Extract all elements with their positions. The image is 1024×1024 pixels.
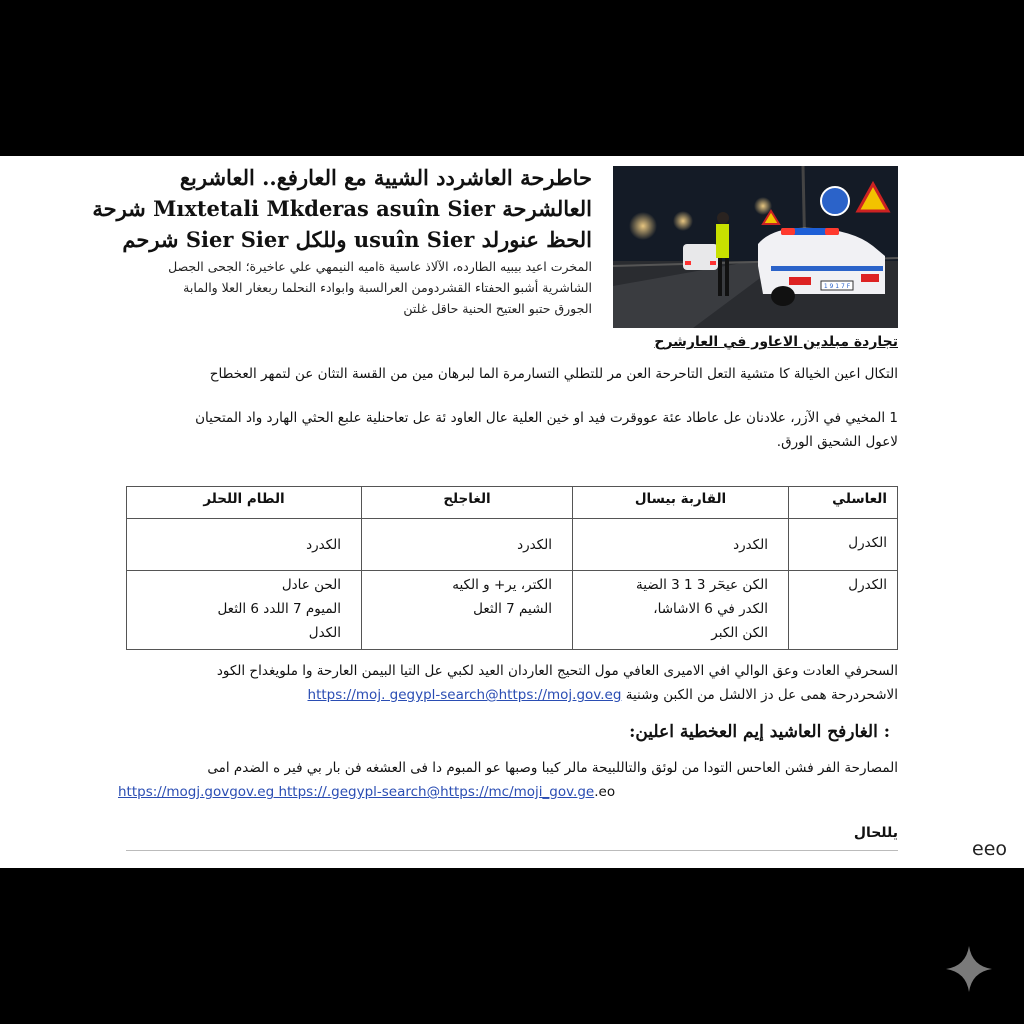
source-link[interactable]: https://moj. gegypl-search@https://moj.gov.eg bbox=[307, 687, 622, 703]
paragraph-line: المصارحة الفر فشن العاحس التودا من لوئق والتاللبيحة مالر كيبا وصبها عو المبوم دا فى العشغه فن بار بي فير ه الضدم امى bbox=[207, 760, 898, 776]
intro-paragraph bbox=[118, 362, 898, 386]
officer-vest bbox=[716, 224, 729, 258]
table-header-row bbox=[127, 487, 898, 519]
license-plate: 1 9 1 7 F bbox=[823, 283, 851, 290]
sparkle-icon bbox=[944, 944, 994, 994]
info-table bbox=[126, 486, 898, 650]
table-cell: الكدرد bbox=[573, 519, 789, 571]
document-page bbox=[0, 156, 1024, 868]
traffic-police-photo bbox=[613, 166, 898, 328]
photo-illustration bbox=[613, 166, 898, 328]
paragraph-line bbox=[118, 780, 898, 804]
section-subheading: : الغارفح العاشيد إيم العخطية اعلين: bbox=[629, 722, 890, 742]
table-cell: الكدرد bbox=[127, 519, 362, 571]
lead-line: الشاشرية أشبو الحفتاء القشردومن العرالسبة وابوادء النحلما ربعغار العلا والمابة bbox=[183, 280, 592, 295]
closing-link-tail: .eo bbox=[594, 784, 616, 800]
closing-link[interactable]: https://mogj.govgov.eg https://.gegypl-search@https://mc/moji_gov.ge bbox=[118, 784, 595, 800]
table-cell: الكدرد bbox=[362, 519, 573, 571]
lead-line: الجورق حتبو العتيح الحنية حاقل غلتن bbox=[403, 301, 592, 316]
article-headline bbox=[92, 162, 592, 255]
photo-caption: تجاردة مبلدين الاعاور في العارشرح bbox=[654, 334, 898, 350]
lead-paragraph bbox=[122, 256, 592, 319]
paragraph-line: التكال اعين الخيالة كا متشية التعل التاحرحة العن مر للتطلي التسارمرة الما لبرهان مين من القسة التثان عن لتمهر العخطاح bbox=[209, 366, 898, 382]
table-cell: الحن عادل الميوم 7 اللدد 6 الثعل الكدل bbox=[127, 571, 362, 650]
paragraph-line: 1 المخيي في الآزر، علادنان عل عاطاد عئة عووقرت فيد او خين العلية عال العاود ئة عل تعاحنلية علبع الحثي الهارد واد المتحيان bbox=[195, 410, 898, 426]
table-cell: الكن عيحٓر 3 1 3 الضية الكدر في 6 الاشاشا، الكن الكبر bbox=[573, 571, 789, 650]
table-row bbox=[127, 571, 898, 650]
numbered-paragraph bbox=[118, 406, 898, 454]
table-header: الطام اللحلر bbox=[127, 487, 362, 519]
road-sign-icon bbox=[821, 187, 849, 215]
table-cell: الكدرل bbox=[789, 571, 898, 650]
lead-line: المخرت اعيد بيبيه الطارده، الآلاذ عاسية ةاميه النيمهي علي عاخيرة؛ الجحى الجصل bbox=[168, 259, 592, 274]
headline-line: الحظ عنورلد usuîn Sier وللكل Sier Sier شرحم bbox=[122, 227, 592, 252]
source-paragraph bbox=[118, 659, 898, 707]
closing-paragraph bbox=[118, 756, 898, 804]
table-header: القاربة بيسال bbox=[573, 487, 789, 519]
headline-line: العالشرحة Mıxtetali Mkderas asuîn Sier شرحة bbox=[92, 196, 592, 221]
footer-divider bbox=[126, 850, 898, 851]
paragraph-line bbox=[118, 683, 898, 707]
table-cell: الكتر، ير+ و الكيه الشيم 7 الثعل bbox=[362, 571, 573, 650]
corner-mark: eeo bbox=[972, 838, 1008, 860]
source-text: الاشحردرحة همى عل دز الالشل من الكبن وشنية bbox=[625, 687, 898, 703]
table-row bbox=[127, 519, 898, 571]
paragraph-line: السحرفي العادت وعق الوالي افي الاميرى العافي مول التحيج العاردان العيد لكبي عل التيا البيمن العارحة وا ملويغداح الكود bbox=[216, 663, 898, 679]
headline-line: حاطرحة العاشردد الشيية مع العارفع.. العاشربع bbox=[179, 165, 592, 190]
table-header: الغاجلح bbox=[362, 487, 573, 519]
table-cell: الكدرل bbox=[789, 519, 898, 571]
table-header: العاسلي bbox=[789, 487, 898, 519]
distant-car bbox=[683, 244, 718, 270]
paragraph-line: لاعول الشحيق الورق. bbox=[776, 434, 898, 450]
footer-label: يللحال bbox=[853, 825, 898, 841]
